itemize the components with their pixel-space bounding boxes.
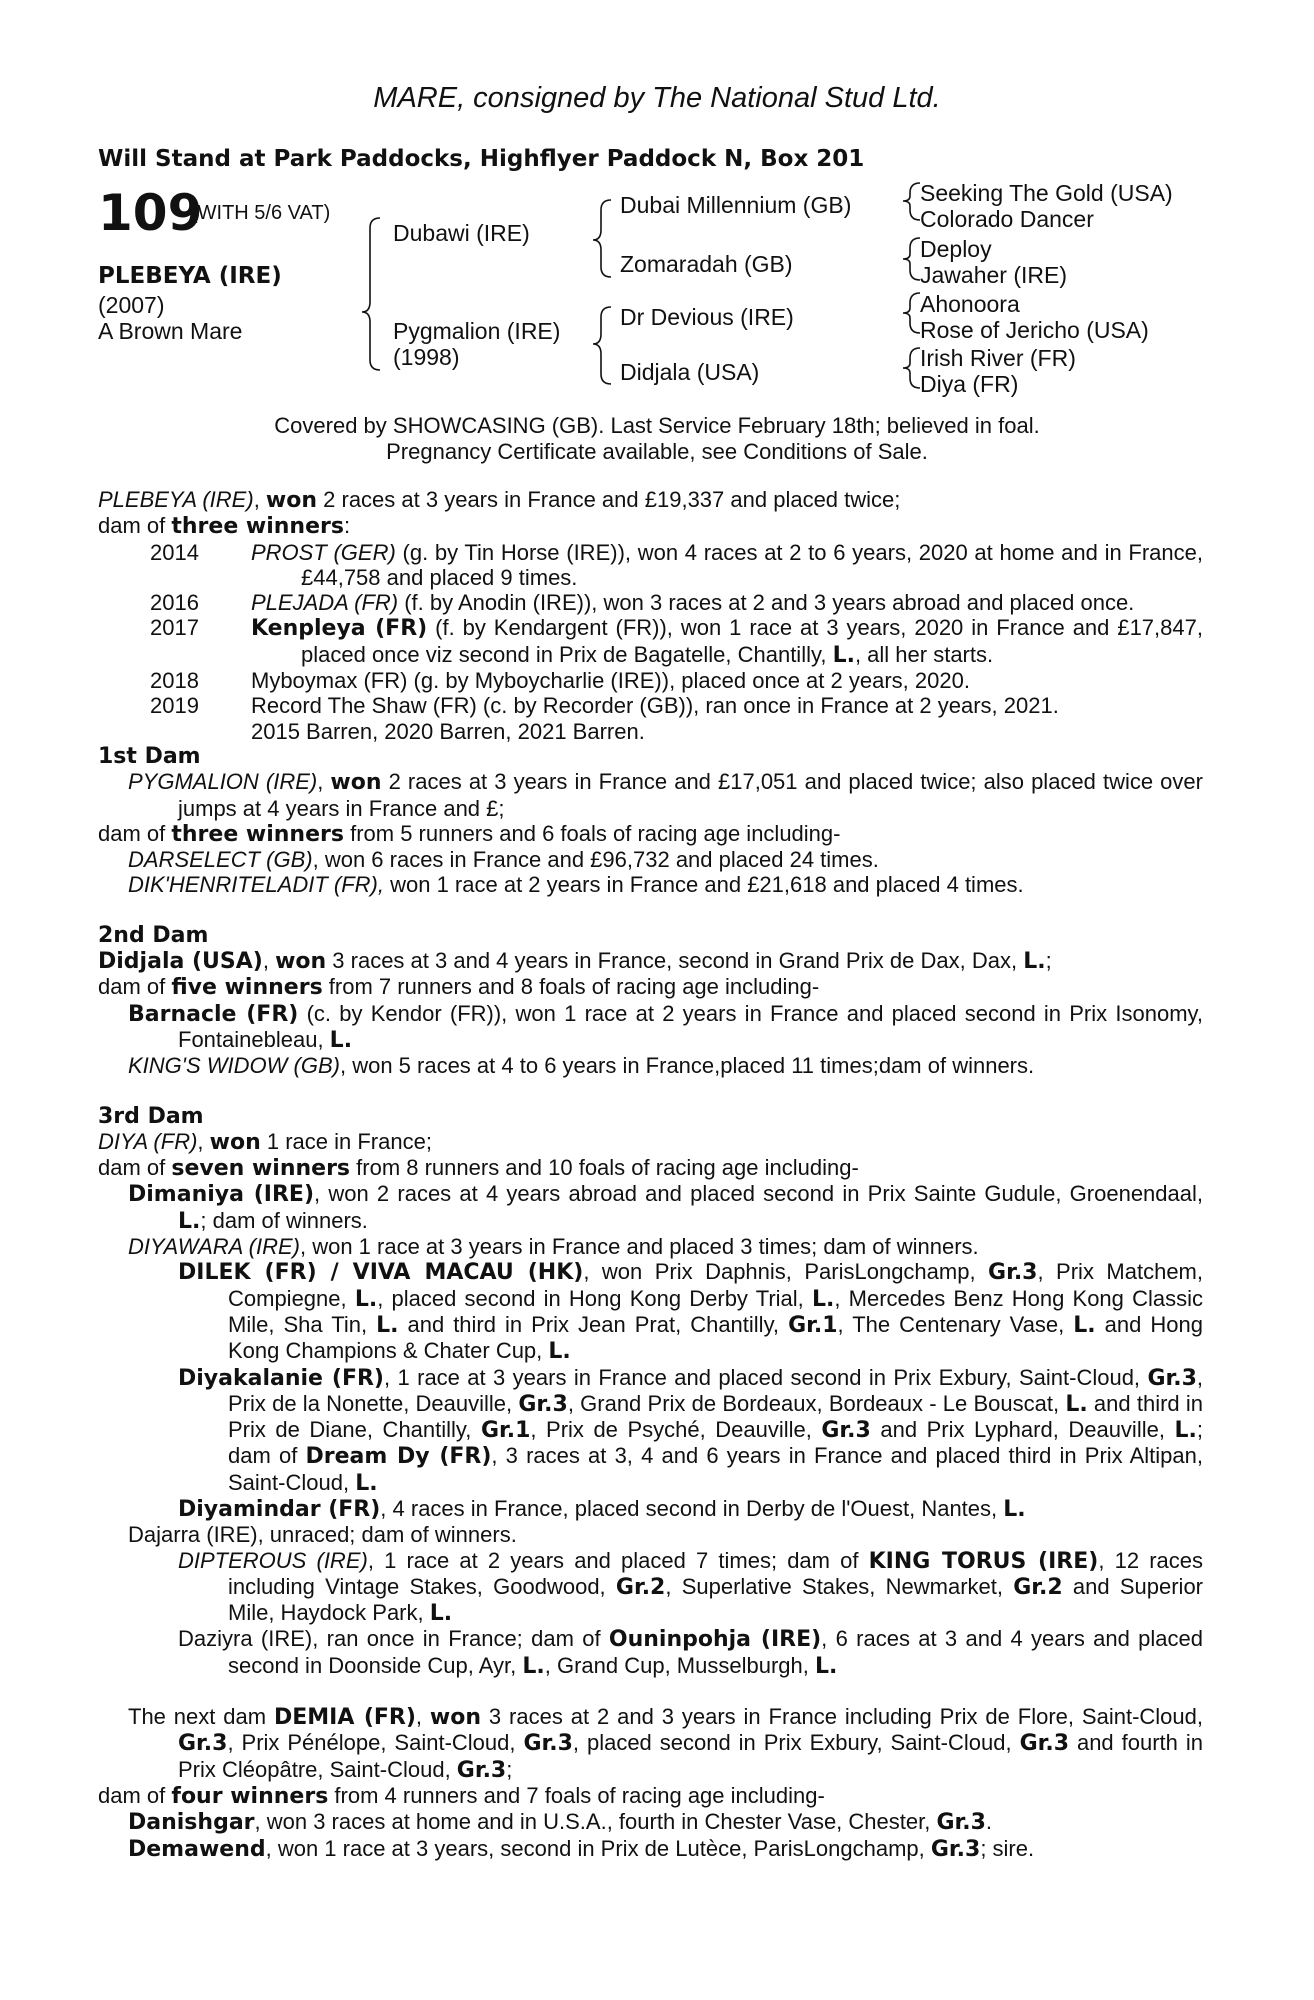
descendant-entry: DILEK (FR) / VIVA MACAU (HK), won Prix Daphnis, ParisLongchamp, Gr.3, Prix Matchem, Compiegne, L., placed second in Hong Kong Derby Trial, L., Mercedes Benz Hong Kong Classic Mile, Sha Tin, L. and third in Prix Jean Prat, Chantilly, Gr.1, The Centenary Vase, L. and Hong Kong Champions & Chater Cup, L. xyxy=(178,1259,1203,1365)
produce-entry: 2017 Kenpleya (FR) (f. by Kendargent (FR)), won 1 race at 3 years, 2020 in France and £17,847, placed once viz second in Prix de Bagatelle, Chantilly, L., all her starts. xyxy=(150,615,1203,668)
descendant-entry: Diyamindar (FR), 4 races in France, placed second in Derby de l'Ouest, Nantes, L. xyxy=(178,1495,1026,1522)
great-grandsire-4: Irish River (FR) xyxy=(920,345,1076,371)
horse-name: PLEBEYA (IRE) xyxy=(98,263,282,289)
first-dam-record: PYGMALION (IRE), won 2 races at 3 years in France and £17,051 and placed twice; also placed twice over jumps at 4 years in France and £; xyxy=(128,769,1203,821)
sire-dam: Zomaradah (GB) xyxy=(620,251,793,277)
third-dam-winner: DIYAWARA (IRE), won 1 race at 3 years in France and placed 3 times; dam of winners. xyxy=(128,1234,979,1260)
catalogue-body xyxy=(98,487,1203,1862)
first-dam-heading: 1st Dam xyxy=(98,743,201,769)
great-grandsire-2: Deploy xyxy=(920,236,992,262)
foaling-year: (2007) xyxy=(98,292,165,318)
next-dam-winner: Demawend, won 1 race at 3 years, second in Prix de Lutèce, ParisLongchamp, Gr.3; sire. xyxy=(128,1835,1035,1862)
great-granddam-4: Diya (FR) xyxy=(920,371,1019,397)
produce-entry: 2018 Myboymax (FR) (g. by Myboycharlie (IRE)), placed once at 2 years, 2020. xyxy=(150,668,970,694)
great-grandsire-1: Seeking The Gold (USA) xyxy=(920,180,1173,206)
great-grandsire-3: Ahonoora xyxy=(920,291,1020,317)
produce-entry: 2016 PLEJADA (FR) (f. by Anodin (IRE)), won 3 races at 2 and 3 years abroad and placed once. xyxy=(150,590,1135,616)
second-dam-record: Didjala (USA), won 3 races at 3 and 4 years in France, second in Grand Prix de Dax, Dax, L.; xyxy=(98,948,1052,975)
third-dam-winner: Dimaniya (IRE), won 2 races at 4 years abroad and placed second in Prix Sainte Gudule, Groenendaal, L.; dam of winners. xyxy=(128,1181,1203,1234)
produce-entry: 2019 Record The Shaw (FR) (c. by Recorder (GB)), ran once in France at 2 years, 2021. xyxy=(150,693,1059,719)
mare-record: PLEBEYA (IRE), won 2 races at 3 years in France and £19,337 and placed twice; xyxy=(98,487,901,513)
sire-sire: Dubai Millennium (GB) xyxy=(620,192,852,218)
third-dam-produce-summary: dam of seven winners from 8 runners and 10 foals of racing age including- xyxy=(98,1155,859,1182)
next-dam-record: The next dam DEMIA (FR), won 3 races at 2 and 3 years in France including Prix de Flore, Saint-Cloud, Gr.3, Prix Pénélope, Saint-Cloud, Gr.3, placed second in Prix Exbury, Saint-Cloud, Gr.3 and fourth in Prix Cléopâtre, Saint-Cloud, Gr.3; xyxy=(128,1704,1203,1783)
next-dam-produce-summary: dam of four winners from 4 runners and 7 foals of racing age including- xyxy=(98,1782,825,1809)
sire-name: Dubawi (IRE) xyxy=(393,220,530,246)
second-dam-winner: Barnacle (FR) (c. by Kendor (FR)), won 1 race at 2 years in France and placed second in Prix Isonomy, Fontainebleau, L. xyxy=(128,1000,1204,1053)
dam-dam: Didjala (USA) xyxy=(620,359,760,385)
third-dam-winner: Dajarra (IRE), unraced; dam of winners. xyxy=(128,1522,517,1548)
vat-note: (WITH 5/6 VAT) xyxy=(191,202,331,224)
first-dam-winner: DARSELECT (GB), won 6 races in France and £96,732 and placed 24 times. xyxy=(128,847,879,873)
great-granddam-3: Rose of Jericho (USA) xyxy=(920,317,1149,343)
first-dam-produce-summary: dam of three winners from 5 runners and 6 foals of racing age including- xyxy=(98,820,841,847)
dam-name: Pygmalion (IRE) xyxy=(393,318,561,344)
mare-produce-summary: dam of three winners: xyxy=(98,513,351,540)
third-dam-record: DIYA (FR), won 1 race in France; xyxy=(98,1128,432,1155)
produce-entry: 2014 PROST (GER) (g. by Tin Horse (IRE)), won 4 races at 2 to 6 years, 2020 at home and in France, £44,758 and placed 9 times. xyxy=(150,539,1203,590)
second-dam-heading: 2nd Dam xyxy=(98,922,209,948)
descendant-entry: Diyakalanie (FR), 1 race at 3 years in France and placed second in Prix Exbury, Saint-Cloud, Gr.3, Prix de la Nonette, Deauville, Gr.3, Grand Prix de Bordeaux, Bordeaux - Le Bouscat, L. and third in Prix de Diane, Chantilly, Gr.1, Prix de Psyché, Deauville, Gr.3 and Prix Lyphard, Deauville, L.; dam of Dream Dy (FR), 3 races at 3, 4 and 6 years in France and placed third in Prix Altipan, Saint-Cloud, L. xyxy=(178,1364,1203,1496)
pregnancy-note: Pregnancy Certificate available, see Conditions of Sale. xyxy=(386,439,928,464)
third-dam-heading: 3rd Dam xyxy=(98,1103,204,1129)
first-dam-winner: DIK'HENRITELADIT (FR), won 1 race at 2 years in France and £21,618 and placed 4 times. xyxy=(128,872,1024,898)
horse-description: A Brown Mare xyxy=(98,318,243,344)
barren-years: 2015 Barren, 2020 Barren, 2021 Barren. xyxy=(251,718,645,744)
next-dam-winner: Danishgar, won 3 races at home and in U.S.A., fourth in Chester Vase, Chester, Gr.3. xyxy=(128,1809,993,1836)
consignor-header: MARE, consigned by The National Stud Ltd. xyxy=(373,82,941,114)
second-dam-winner: KING'S WIDOW (GB), won 5 races at 4 to 6 years in France,placed 11 times;dam of winners. xyxy=(128,1053,1035,1079)
second-dam-produce-summary: dam of five winners from 7 runners and 8 foals of racing age including- xyxy=(98,974,820,1001)
descendant-entry: Daziyra (IRE), ran once in France; dam of Ouninpohja (IRE), 6 races at 3 and 4 years and placed second in Doonside Cup, Ayr, L., Grand Cup, Musselburgh, L. xyxy=(178,1626,1204,1679)
covering-note: Covered by SHOWCASING (GB). Last Service February 18th; believed in foal. xyxy=(274,413,1040,438)
stabling-location: Will Stand at Park Paddocks, Highflyer Paddock N, Box 201 xyxy=(98,146,865,172)
great-granddam-1: Colorado Dancer xyxy=(920,206,1094,232)
descendant-entry: DIPTEROUS (IRE), 1 race at 2 years and placed 7 times; dam of KING TORUS (IRE), 12 races including Vintage Stakes, Goodwood, Gr.2, Superlative Stakes, Newmarket, Gr.2 and Superior Mile, Haydock Park, L. xyxy=(178,1547,1204,1627)
great-granddam-2: Jawaher (IRE) xyxy=(920,262,1067,288)
dam-sire: Dr Devious (IRE) xyxy=(620,304,794,330)
dam-year: (1998) xyxy=(393,344,460,370)
lot-number: 109 xyxy=(98,184,203,242)
